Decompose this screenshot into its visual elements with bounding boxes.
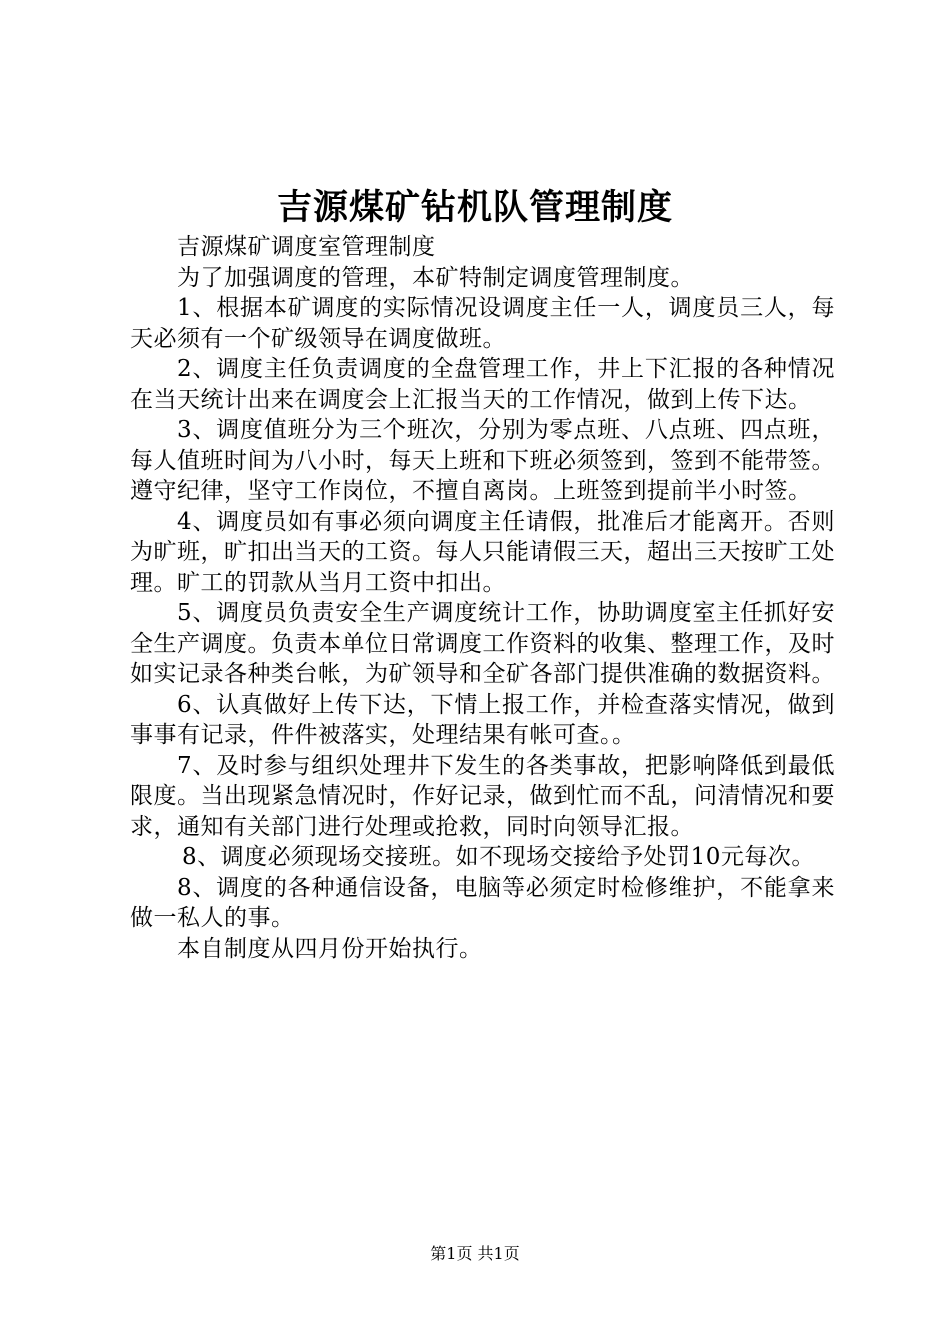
paragraph-subtitle: 吉源煤矿调度室管理制度: [177, 234, 436, 260]
paragraph-rule-7: 7、及时参与组织处理井下发生的各类事故，把影响降低到最低限度。当出现紧急情况时，作好记录，做到忙而不乱，问清情况和要求，通知有关部门进行处理或抢救，同时向领导汇报。: [130, 752, 835, 840]
paragraph-intro: 为了加强调度的管理，本矿特制定调度管理制度。: [177, 264, 694, 291]
document-body: [130, 232, 835, 964]
paragraph-rule-6: 6、认真做好上传下达，下情上报工作，并检查落实情况，做到事事有记录，件件被落实，处理结果有帐可查。。: [130, 691, 835, 748]
document-title: 吉源煤矿钻机队管理制度: [276, 187, 673, 228]
page-footer: 第1页 共1页: [430, 1244, 520, 1263]
paragraph-rule-3: 3、调度值班分为三个班次，分别为零点班、八点班、四点班，每人值班时间为八小时，每天上班和下班必须签到，签到不能带签。遵守纪律，坚守工作岗位，不擅自离岗。上班签到提前半小时签。: [130, 417, 835, 504]
paragraph-rule-8a: 8、调度必须现场交接班。如不现场交接给予处罚10元每次。: [182, 844, 815, 870]
paragraph-rule-2: 2、调度主任负责调度的全盘管理工作，井上下汇报的各种情况在当天统计出来在调度会上汇报当天的工作情况，做到上传下达。: [130, 356, 835, 413]
paragraph-rule-8b: 8、调度的各种通信设备，电脑等必须定时检修维护，不能拿来做一私人的事。: [130, 874, 835, 931]
paragraph-rule-1: 1、根据本矿调度的实际情况设调度主任一人，调度员三人，每天必须有一个矿级领导在调度做班。: [130, 295, 835, 352]
paragraph-rule-4: 4、调度员如有事必须向调度主任请假，批准后才能离开。否则为旷班，旷扣出当天的工资。每人只能请假三天，超出三天按旷工处理。旷工的罚款从当月工资中扣出。: [130, 508, 835, 596]
paragraph-rule-5: 5、调度员负责安全生产调度统计工作，协助调度室主任抓好安全生产调度。负责本单位日常调度工作资料的收集、整理工作，及时如实记录各种类台帐，为矿领导和全矿各部门提供准确的数据资料。: [130, 600, 835, 687]
paragraph-effective-date: 本自制度从四月份开始执行。: [177, 935, 483, 962]
